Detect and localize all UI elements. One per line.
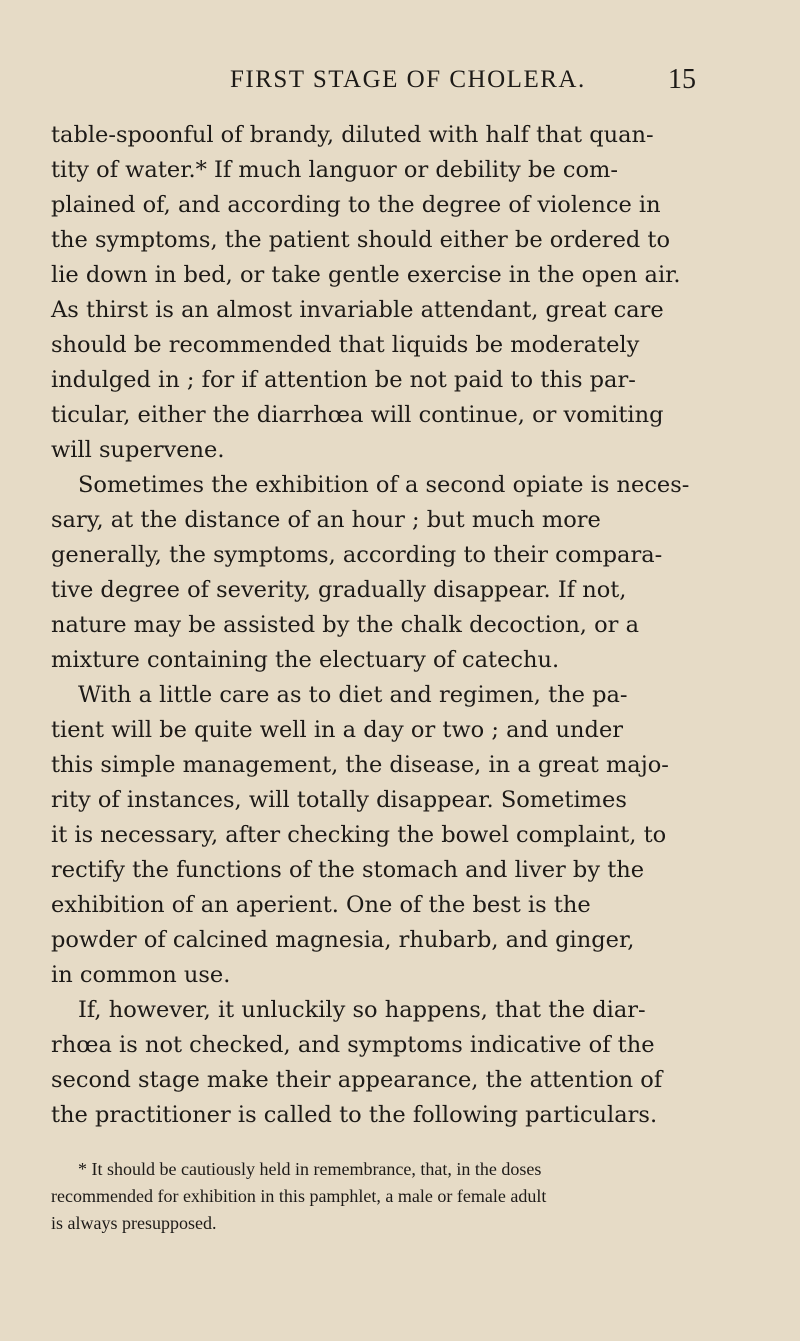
text-line: this simple management, the disease, in a great majo-: [51, 752, 669, 778]
text-line: Sometimes the exhibition of a second opiate is neces-: [78, 472, 690, 498]
text-line: in common use.: [51, 962, 231, 988]
text-line: the symptoms, the patient should either be ordered to: [51, 227, 671, 253]
text-line: tity of water.* If much languor or debility be com-: [51, 157, 618, 183]
text-line: rectify the functions of the stomach and liver by the: [51, 857, 645, 883]
text-line: mixture containing the electuary of catechu.: [51, 647, 560, 673]
text-line: lie down in bed, or take gentle exercise in the open air.: [51, 262, 681, 288]
text-line: sary, at the distance of an hour ; but much more: [51, 507, 601, 533]
text-line: exhibition of an aperient. One of the best is the: [51, 892, 591, 918]
running-title: FIRST STAGE OF CHOLERA.: [230, 66, 586, 93]
text-line: tient will be quite well in a day or two ; and under: [51, 717, 624, 743]
footnote-line: * It should be cautiously held in remembrance, that, in the doses: [78, 1159, 542, 1179]
text-line: the practitioner is called to the following particulars.: [51, 1102, 658, 1128]
text-line: second stage make their appearance, the attention of: [51, 1067, 663, 1093]
text-line: generally, the symptoms, according to their compara-: [51, 542, 663, 568]
text-line: powder of calcined magnesia, rhubarb, and ginger,: [51, 927, 635, 953]
text-line: rhœa is not checked, and symptoms indicative of the: [51, 1032, 655, 1058]
text-line: it is necessary, after checking the bowel complaint, to: [51, 822, 667, 848]
text-line: nature may be assisted by the chalk decoction, or a: [51, 612, 639, 638]
text-line: indulged in ; for if attention be not paid to this par-: [51, 367, 636, 393]
footnote-line: recommended for exhibition in this pamphlet, a male or female adult: [51, 1186, 547, 1206]
text-line: As thirst is an almost invariable attendant, great care: [51, 297, 664, 323]
text-line: ticular, either the diarrhœa will continue, or vomiting: [51, 402, 664, 428]
text-line: should be recommended that liquids be moderately: [51, 332, 640, 358]
text-line: rity of instances, will totally disappear. Sometimes: [51, 787, 627, 813]
page-number: 15: [668, 64, 696, 95]
text-line: will supervene.: [51, 437, 225, 463]
footnote-line: is always presupposed.: [51, 1213, 217, 1233]
text-line: plained of, and according to the degree of violence in: [51, 192, 661, 218]
text-line: With a little care as to diet and regimen, the pa-: [78, 682, 628, 708]
text-line: If, however, it unluckily so happens, that the diar-: [78, 997, 646, 1023]
text-line: tive degree of severity, gradually disappear. If not,: [51, 577, 627, 603]
text-line: table-spoonful of brandy, diluted with half that quan-: [51, 122, 654, 148]
